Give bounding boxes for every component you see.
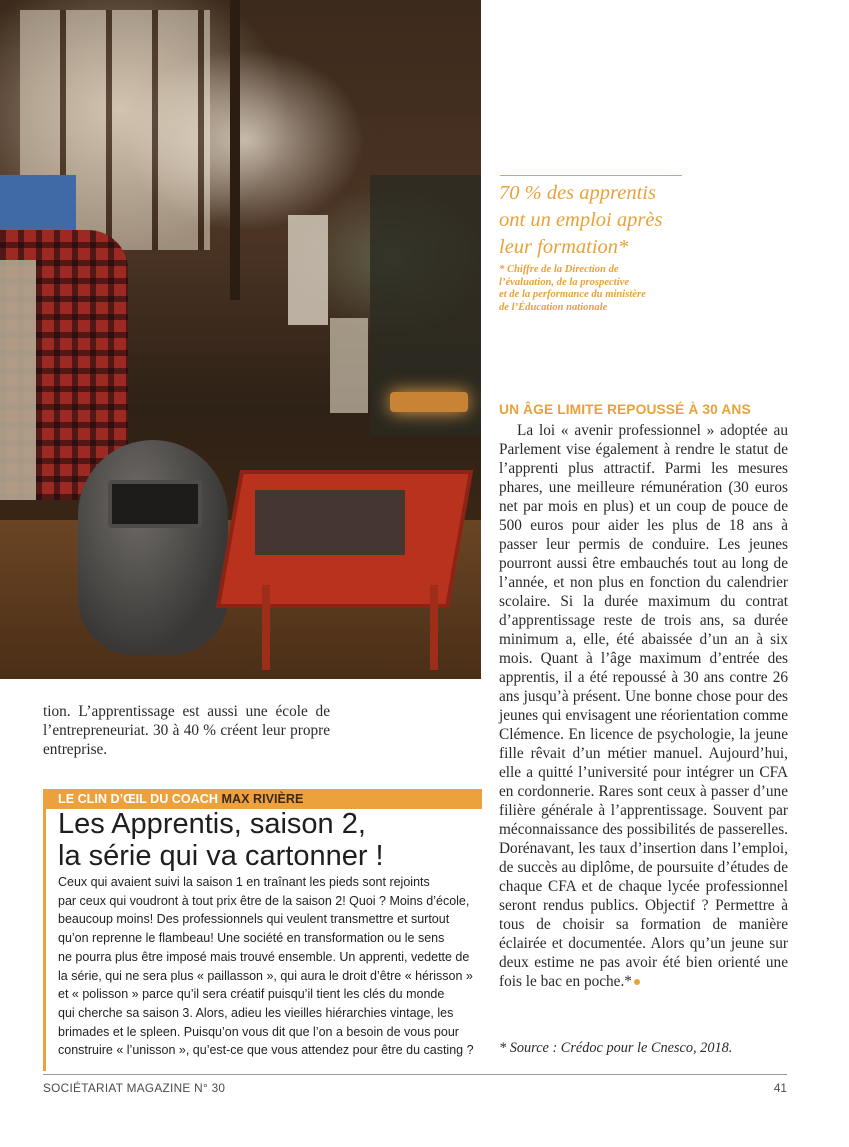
article-body [499,421,788,991]
coach-author: MAX RIVIÈRE [221,792,304,806]
photo-helmet-visor [108,480,202,528]
photo-toolbox-tools [255,490,405,555]
pull-quote-footnote-line: et de la performance du ministère [499,289,646,300]
section-heading: UN ÂGE LIMITE REPOUSSÉ À 30 ANS [499,402,751,417]
pull-quote-footnote-line: de l’Éducation nationale [499,301,608,313]
pull-quote-line: 70 % des apprentis [499,182,656,204]
pull-quote-line: ont un emploi après [499,209,663,231]
coach-body [58,873,482,1060]
coach-body-line: la série, qui ne sera plus « paillasson », qui aura le droit d’être « hérisson » [58,968,473,983]
coach-body-line: et « polisson » parce qu’il sera créatif puisqu’il tient les clés du monde [58,987,445,1002]
photo-poster [288,215,328,325]
page-number: 41 [773,1081,787,1095]
pull-quote-line: leur formation* [499,236,629,258]
coach-body-line: construire « l’unisson », qu’est-ce que vous attendez pour être du casting ? [58,1043,474,1058]
pull-quote-footnote-line: * Chiffre de la Direction de [499,264,619,275]
coach-body-line: Ceux qui avaient suivi la saison 1 en traînant les pieds sont rejoints [58,875,430,889]
footer-rule [43,1074,787,1075]
coach-title-line: la série qui va cartonner ! [58,840,384,872]
continuation-paragraph: tion. L’apprentissage est aussi une école de l’entrepreneuriat. 30 à 40 % créent leur propre entreprise. [43,703,330,758]
photo-worker-apron [0,260,36,500]
coach-body-line: qu’on reprenne le flambeau! Une société en transformation ou le sens [58,931,445,946]
pull-quote-footnote-line: l’évaluation, de la prospective [499,276,630,288]
coach-body-line: par ceux qui voudront à tout prix être de la saison 2! Quoi ? Moins d’école, [58,893,470,908]
coach-kicker: LE CLIN D’ŒIL DU COACH [58,792,218,806]
article-paragraph: La loi « avenir professionnel » adoptée au Parlement vise également à rendre le statut de l’apprenti plus attractif. Parmi les mesures phares, une meilleure rémunération (30 euros net par mois en plus) et un coup de pouce de 500 euros pour aider les plus de 18 ans à passer leur permis de conduire. Les jeunes pourront aussi être embauchés tout au long de l’année, et non plus en fonction du calendrier scolaire. Si la durée maximum du contrat d’apprentissage reste de trois ans, sa durée minimum a, elle, été abaissée d’un an à six mois. Quant à l’âge maximum d’entrée des apprentis, il a été repoussé à 30 ans contre 26 ans jusqu’à présent. Une bonne chose pour des jeunes qui envisagent une réorientation comme Clémence. En licence de psychologie, la jeune fille rêvait d’un métier manuel. Aujourd’hui, elle a quitté l’université pour intégrer un CFA en cordonnerie. Rares sont ceux à passer d’une filière générale à l’apprentissage. Souvent par méconnaissance des possibilités de passerelles. Dorénavant, les taux d’insertion dans l’emploi, de succès au diplôme, de poursuite d’études de chaque CFA et de chaque lycée professionnel seront rendus publics. Objectif ? Permettre à tous de choisir sa formation de manière éclairée et documentée. Alors qu’un jeune sur deux estime ne pas avoir été bien orienté une fois le bac en poche.* [499,422,788,990]
photo-toolbox-leg [262,585,270,670]
coach-side-rule [43,809,46,1071]
photo-lamp [390,392,468,412]
coach-body-line: ne pourra plus être imposé mais trouvé ensemble. Un apprenti, vedette de [58,949,470,964]
coach-kicker-label [58,791,303,807]
photo-welding-helmet [78,440,228,655]
source-note: * Source : Crédoc pour le Cnesco, 2018. [499,1040,733,1056]
end-mark-icon [634,979,640,985]
footer-magazine: SOCIÉTARIAT MAGAZINE N° 30 [43,1081,226,1095]
photo-poster-2 [330,318,368,413]
coach-title-line: Les Apprentis, saison 2, [58,808,366,840]
workshop-photo [0,0,481,679]
article-continuation [43,702,330,759]
coach-body-line: beaucoup moins! Des professionnels qui veulent transmettre et surtout [58,912,450,927]
coach-body-line: brimades et le spleen. Puisqu’on vous dit que l’on a besoin de vous pour [58,1024,459,1039]
photo-pipe [230,0,240,300]
pull-quote-rule [500,175,682,176]
coach-title [58,808,478,872]
pull-quote [499,180,699,261]
pull-quote-footnote [499,264,699,314]
photo-toolbox-leg [430,585,438,670]
coach-body-line: qui cherche sa saison 3. Alors, adieu les vieilles hiérarchies vintage, les [58,1005,454,1020]
